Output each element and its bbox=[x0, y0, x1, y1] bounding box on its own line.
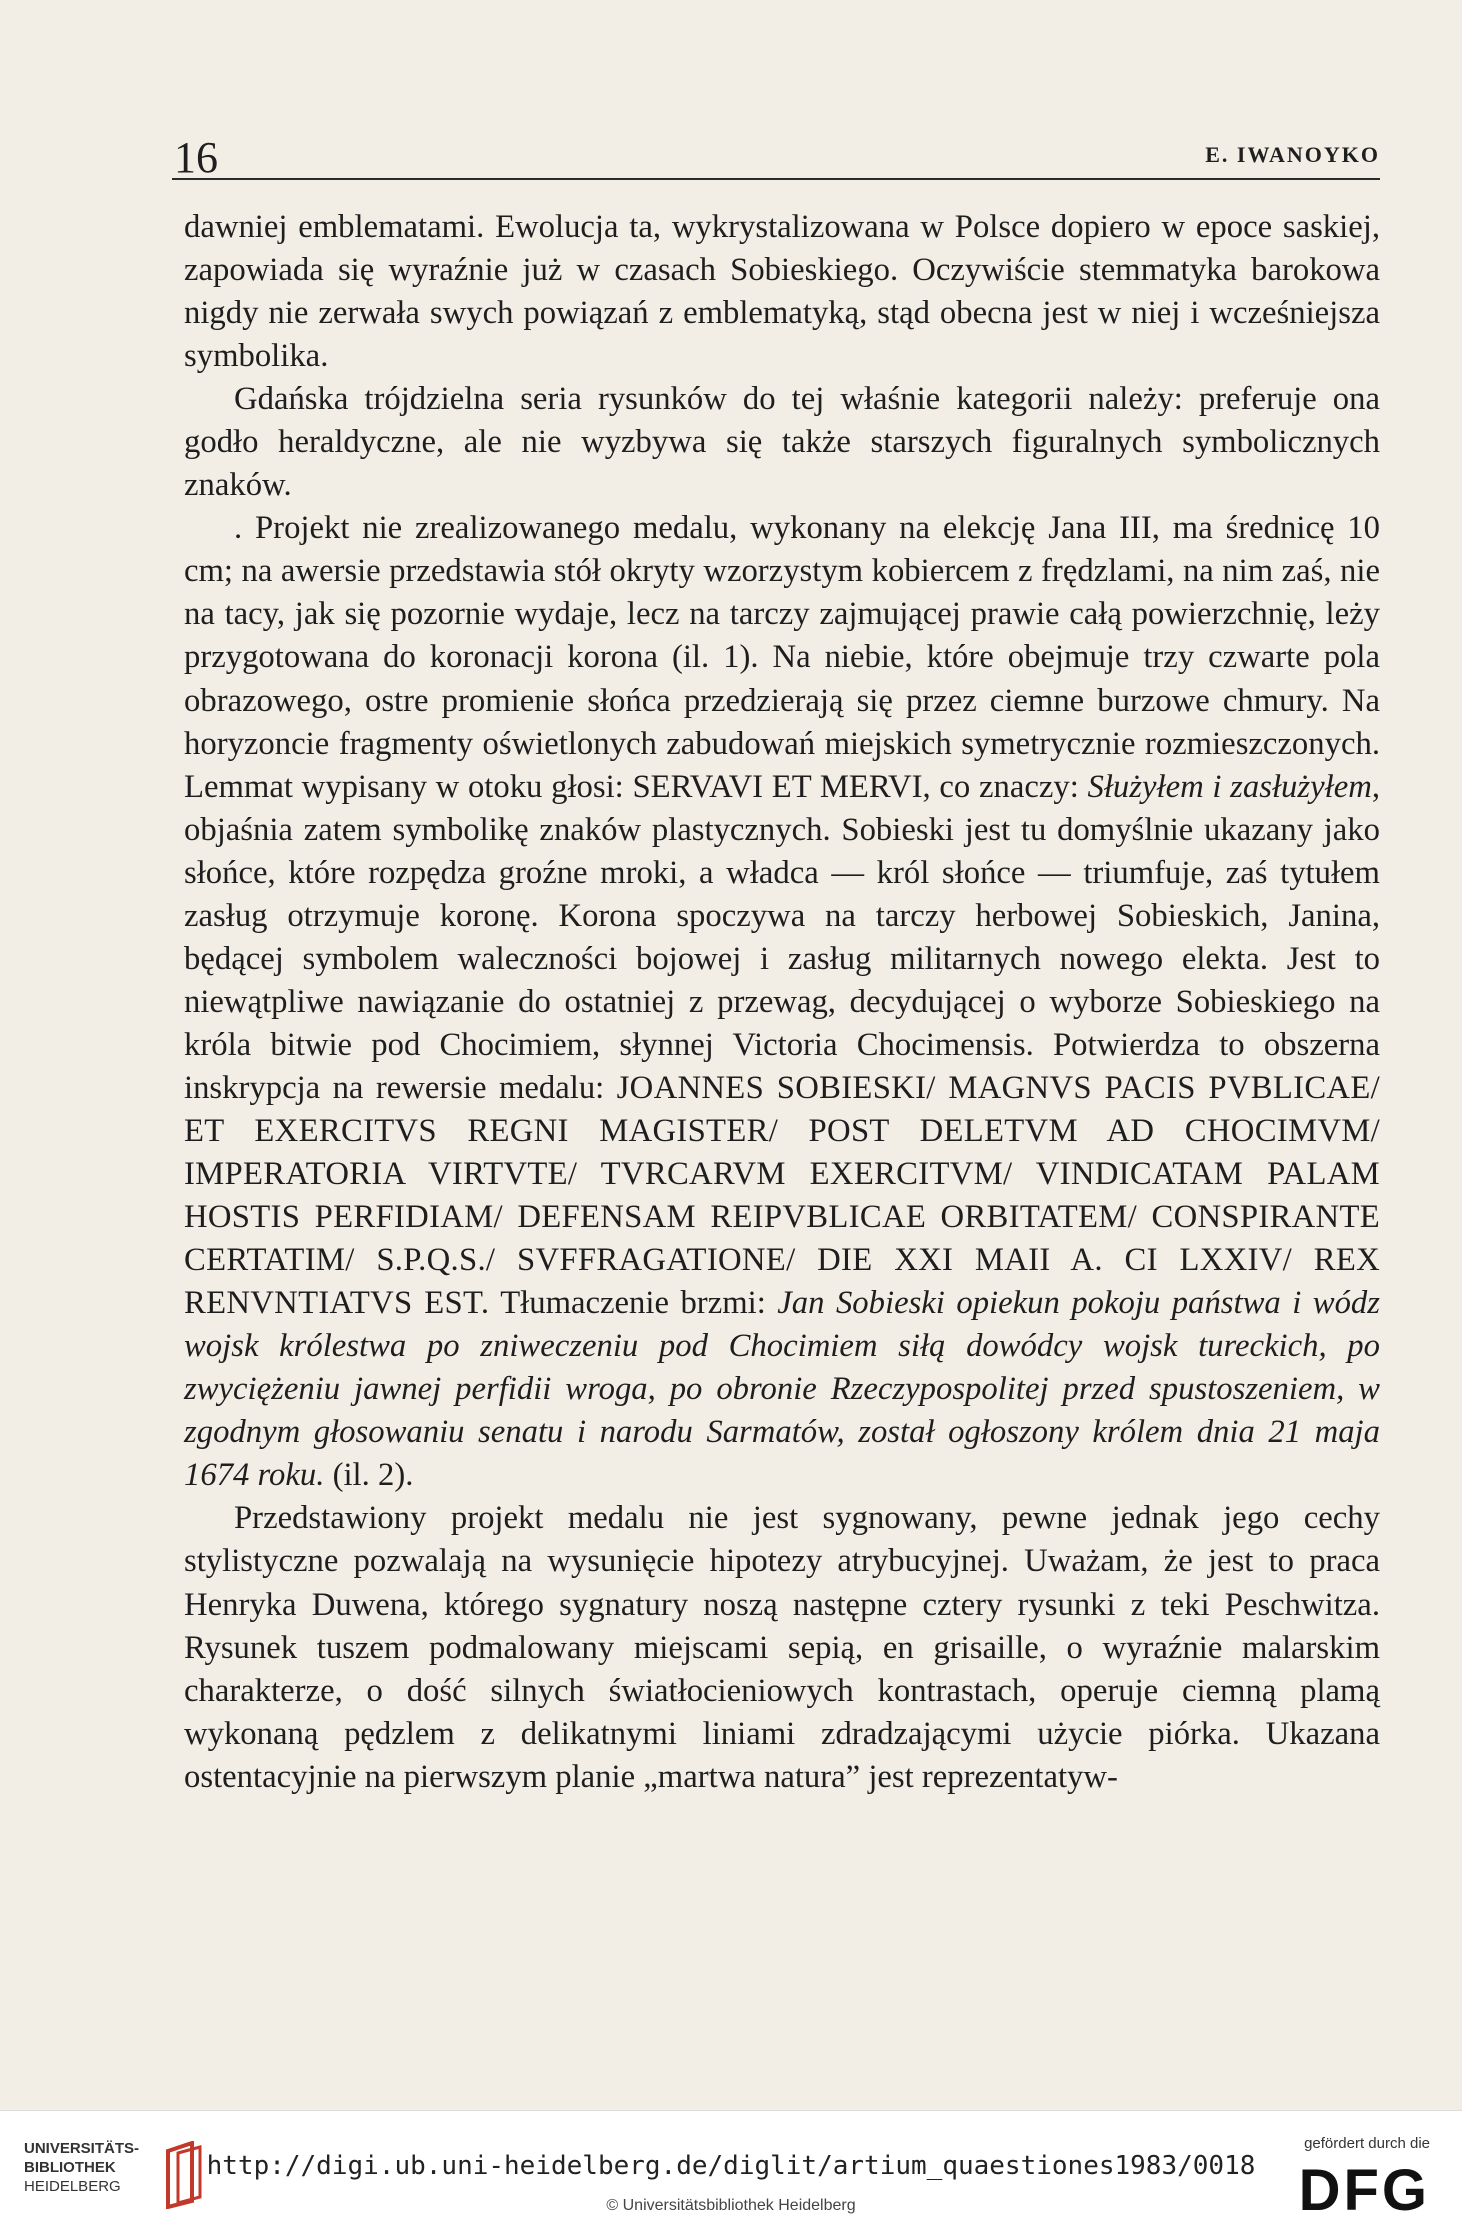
permalink-url[interactable]: http://digi.ub.uni-heidelberg.de/diglit/artium_quaestiones1983/0018 bbox=[206, 2151, 1256, 2181]
italic-text: Jan Sobieski opiekun pokoju państwa i wódz wojsk królestwa po zniweczeniu pod Chocimiem siłą dowódcy wojsk tureckich, po zwyciężeniu jawnej perfidii wroga, po obronie Rzeczypospolitej przed spustoszeniem, w zgodnym głosowaniu senatu i narodu Sarmatów, został ogłoszony królem dnia 21 maja 1674 roku. bbox=[184, 1285, 1380, 1494]
copyright-notice: © Universitätsbibliothek Heidelberg bbox=[606, 2197, 856, 2214]
inscription-text: JOANNES SOBIESKI/ MAGNVS PACIS PVBLICAE/ ET EXERCITVS REGNI MAGISTER/ POST DELETVM AD CHOCIMVM/ IMPERATORIA VIRTVTE/ TVRCARVM EXERCITVM/ VINDICATAM PALAM HOSTIS PERFIDIAM/ DEFENSAM REIPVBLICAE ORBITATEM/ CONSPIRANTE CERTATIM/ S.P.Q.S./ SVFFRAGATIONE/ DIE XXI MAII A. CI LXXIV/ REX RENVNTIATVS EST. bbox=[184, 1069, 1380, 1322]
italic-text: Służyłem i zasłużyłem bbox=[1087, 768, 1372, 805]
viewer-footer bbox=[0, 2110, 1462, 2229]
dfg-logo[interactable]: DFG bbox=[1298, 2158, 1430, 2223]
paragraph bbox=[184, 206, 1380, 378]
text-run: Przedstawiony projekt medalu nie jest sygnowany, pewne jednak jego cechy stylistyczne pozwalają na wysunięcie hipotezy atrybucyjnej. Uważam, że jest to praca Henryka Duwena, którego sygnatury noszą następne cztery rysunki z teki Peschwitza. Rysunek tuszem podmalowany miejscami sepią, en grisaille, o wyraźnie malarskim charakterze, o dość silnych światłocieniowych kontrastach, operuje ciemną plamą wykonaną pędzlem z delikatnymi liniami zdradzającymi użycie piórka. Ukazana ostentacyjnie na pierwszym planie „martwa natura” jest reprezentatyw- bbox=[184, 1500, 1380, 1795]
text-run: Gdańska trójdzielna seria rysunków do tej właśnie kategorii należy: preferuje ona godło heraldyczne, ale nie wyzbywa się także starszych figuralnych symbolicznych znaków. bbox=[184, 381, 1380, 504]
paragraph bbox=[184, 378, 1380, 507]
text-run: (il. 2). bbox=[324, 1457, 414, 1494]
text-run: , objaśnia zatem symbolikę znaków plastycznych. Sobieski jest tu domyślnie ukazany jako słońce, które rozpędza groźne mroki, a władca — król słońce — triumfuje, zaś tytułem zasług otrzymuje koronę. Korona spoczywa na tarczy herbowej Sobieskich, Janina, będącej symbolem waleczności bojowej i zasług militarnych nowego elekta. Jest to niewątpliwe nawiązanie do ostatniej z przewag, decydującej o wyborze Sobieskiego na króla bitwie pod Chocimiem, słynnej Victoria Chocimensis. Potwierdza to obszerna inskrypcja na rewersie medalu: bbox=[184, 768, 1380, 1106]
funded-by-label: gefördert durch die bbox=[1304, 2135, 1430, 2152]
body-text bbox=[184, 206, 1380, 1799]
running-head: E. IWANOYKO bbox=[1205, 142, 1380, 167]
paragraph bbox=[184, 507, 1380, 1497]
paragraph bbox=[184, 1497, 1380, 1798]
text-run: dawniej emblematami. Ewolucja ta, wykrystalizowana w Polsce dopiero w epoce saskiej, zapowiada się wyraźnie już w czasach Sobieskiego. Oczywiście stemmatyka barokowa nigdy nie zerwała swych powiązań z emblematyką, stąd obecna jest w niej i wcześniejsza symbolika. bbox=[184, 209, 1380, 375]
page-number: 16 bbox=[174, 133, 218, 182]
library-name: UNIVERSITÄTS- BIBLIOTHEK HEIDELBERG bbox=[24, 2140, 140, 2195]
page-header bbox=[172, 128, 1380, 180]
text-run: Tłumaczenie brzmi: bbox=[489, 1285, 778, 1322]
text-run: . Projekt nie zrealizowanego medalu, wykonany na elekcję Jana III, ma średnicę 10 cm; na awersie przedstawia stół okryty wzorzystym kobiercem z frędzlami, na nim zaś, nie na tacy, jak się pozornie wydaje, lecz na tarczy zajmującej prawie całą powierzchnię, leży przygotowana do koronacji korona (il. 1). Na niebie, które obejmuje trzy czwarte pola obrazowego, ostre promienie słońca przedzierają się przez ciemne burzowe chmury. Na horyzoncie fragmenty oświetlonych zabudowań miejskich symetrycznie rozmieszczonych. Lemmat wypisany w otoku głosi: SERVAVI ET MERVI, co znaczy: bbox=[184, 510, 1380, 805]
